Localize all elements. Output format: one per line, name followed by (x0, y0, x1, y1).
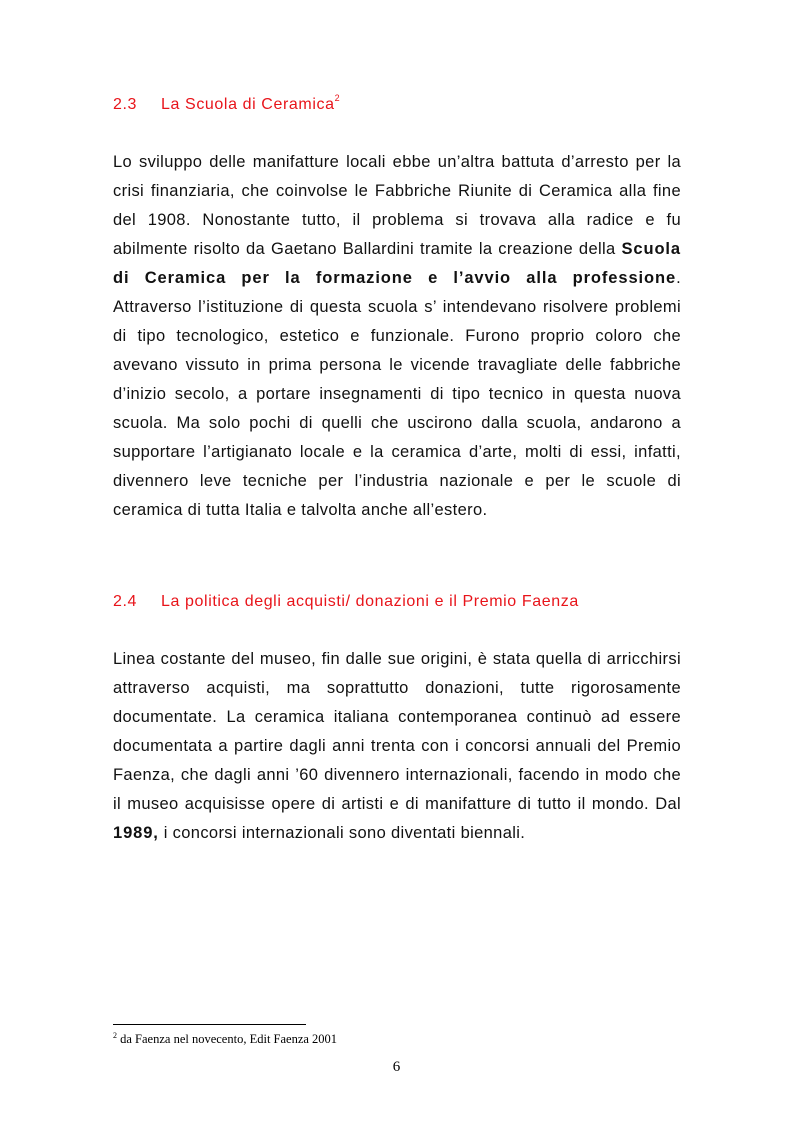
section-title: La Scuola di Ceramica (161, 96, 335, 113)
body-paragraph-scuola (113, 148, 681, 525)
footnote-reference[interactable]: 2 (334, 93, 341, 103)
footnote (113, 1031, 337, 1047)
section-title: La politica degli acquisti/ donazioni e il Premio Faenza (161, 593, 579, 610)
section-heading-2-4 (113, 592, 579, 612)
section-number: 2.3 (113, 96, 138, 113)
body-paragraph-premio (113, 645, 681, 848)
paragraph-text: Lo sviluppo delle manifatture locali ebbe un’altra battuta d’arresto per la crisi finanziaria, che coinvolse le Fabbriche Riunite di Ceramica alla fine del 1908. Nonostante tutto, il problema si trovava alla radice e fu abilmente risolto da Gaetano Ballardini tramite la creazione della (113, 153, 681, 258)
footnote-text: da Faenza nel novecento, Edit Faenza 2001 (117, 1032, 338, 1046)
section-number: 2.4 (113, 593, 138, 610)
footnote-number: 2 (113, 1031, 117, 1040)
footnote-divider (113, 1024, 306, 1025)
bold-phrase-scuola: Scuola di Ceramica per la formazione e l’avvio alla professione (113, 240, 681, 287)
bold-year: 1989, (113, 824, 159, 842)
section-heading-2-3 (113, 95, 340, 115)
paragraph-text: i concorsi internazionali sono diventati biennali. (158, 824, 526, 842)
page-number: 6 (392, 1059, 401, 1075)
paragraph-text: . Attraverso l’istituzione di questa scuola s’ intendevano risolvere problemi di tipo tecnologico, estetico e funzionale. Furono proprio coloro che avevano vissuto in prima persona le vicende travagliate delle fabbriche d’inizio secolo, a portare insegnamenti di tipo tecnico in questa nuova scuola. Ma solo pochi di quelli che uscirono dalla scuola, andarono a supportare l’artigianato locale e la ceramica d’arte, molti di essi, infatti, divennero leve tecniche per l’industria nazionale e per le scuole di ceramica di tutta Italia e talvolta anche all’estero. (113, 269, 681, 519)
paragraph-text: Linea costante del museo, fin dalle sue origini, è stata quella di arricchirsi attraverso acquisti, ma soprattutto donazioni, tutte rigorosamente documentate. La ceramica italiana contemporanea continuò ad essere documentata a partire dagli anni trenta con i concorsi annuali del Premio Faenza, che dagli anni ’60 divennero internazionali, facendo in modo che il museo acquisisse opere di artisti e di manifatture di tutto il mondo. Dal (113, 650, 681, 813)
